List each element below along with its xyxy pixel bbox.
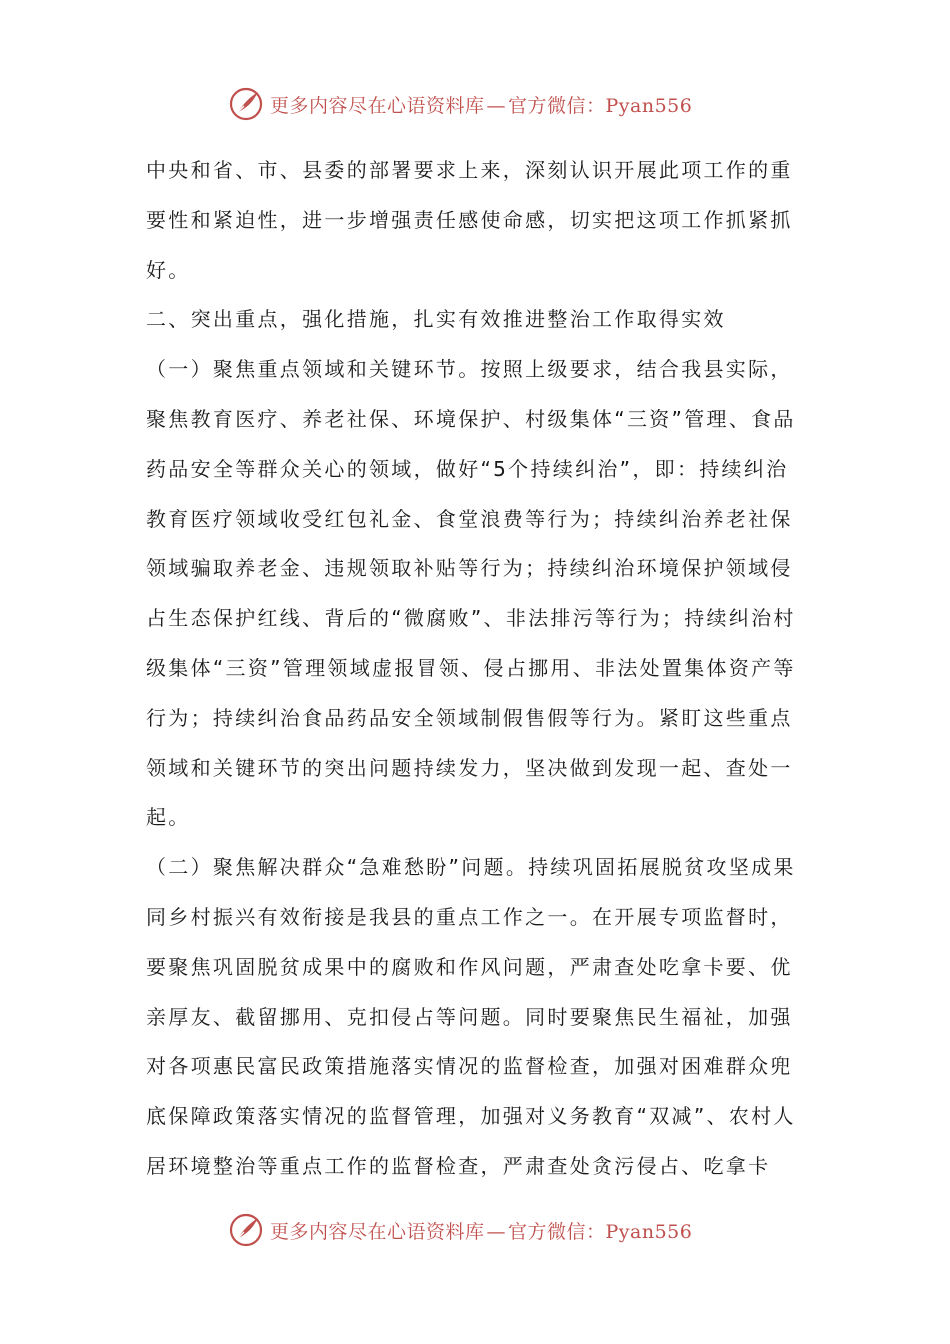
quill-logo-icon bbox=[228, 86, 264, 122]
paragraph-subsection-1: （一）聚焦重点领域和关键环节。按照上级要求，结合我县实际，聚焦教育医疗、养老社保、环境保护、村级集体“三资”管理、食品药品安全等群众关心的领域，做好“5个持续纠治”，即：持续纠治教育医疗领域收受红包礼金、食堂浪费等行为；持续纠治养老社保领域骗取养老金、违规领取补贴等行为；持续纠治环境保护领域侵占生态保护红线、背后的“微腐败”、非法排污等行为；持续纠治村级集体“三资”管理领域虚报冒领、侵占挪用、非法处置集体资产等行为；持续纠治食品药品安全领域制假售假等行为。紧盯这些重点领域和关键环节的突出问题持续发力，坚决做到发现一起、查处一起。 bbox=[146, 357, 796, 830]
paragraph-continuation: 中央和省、市、县委的部署要求上来，深刻认识开展此项工作的重要性和紧迫性，进一步增强责任感使命感，切实把这项工作抓紧抓好。 bbox=[146, 158, 793, 282]
header-watermark-banner bbox=[228, 84, 692, 124]
footer-banner-text bbox=[270, 1217, 692, 1244]
footer-banner-main: 更多内容尽在心语资料库 bbox=[270, 1220, 485, 1243]
document-body bbox=[146, 146, 810, 1192]
footer-banner-wechat: 官方微信：Pyan556 bbox=[508, 1220, 693, 1243]
footer-watermark-banner bbox=[228, 1210, 692, 1250]
paragraph-subsection-2: （二）聚焦解决群众“急难愁盼”问题。持续巩固拓展脱贫攻坚成果同乡村振兴有效衔接是我县的重点工作之一。在开展专项监督时，要聚焦巩固脱贫成果中的腐败和作风问题，严肃查处吃拿卡要、优亲厚友、截留挪用、克扣侵占等问题。同时要聚焦民生福祉，加强对各项惠民富民政策措施落实情况的监督检查，加强对困难群众兜底保障政策落实情况的监督管理，加强对义务教育“双减”、农村人居环境整治等重点工作的监督检查，严肃查处贪污侵占、吃拿卡 bbox=[146, 855, 796, 1178]
header-banner-text bbox=[270, 91, 692, 118]
header-banner-dash: — bbox=[486, 94, 507, 117]
section-heading-2: 二、突出重点，强化措施，扎实有效推进整治工作取得实效 bbox=[146, 307, 726, 332]
header-banner-wechat: 官方微信：Pyan556 bbox=[508, 94, 693, 117]
header-banner-main: 更多内容尽在心语资料库 bbox=[270, 94, 485, 117]
quill-logo-icon bbox=[228, 1212, 264, 1248]
footer-banner-dash: — bbox=[486, 1220, 507, 1243]
